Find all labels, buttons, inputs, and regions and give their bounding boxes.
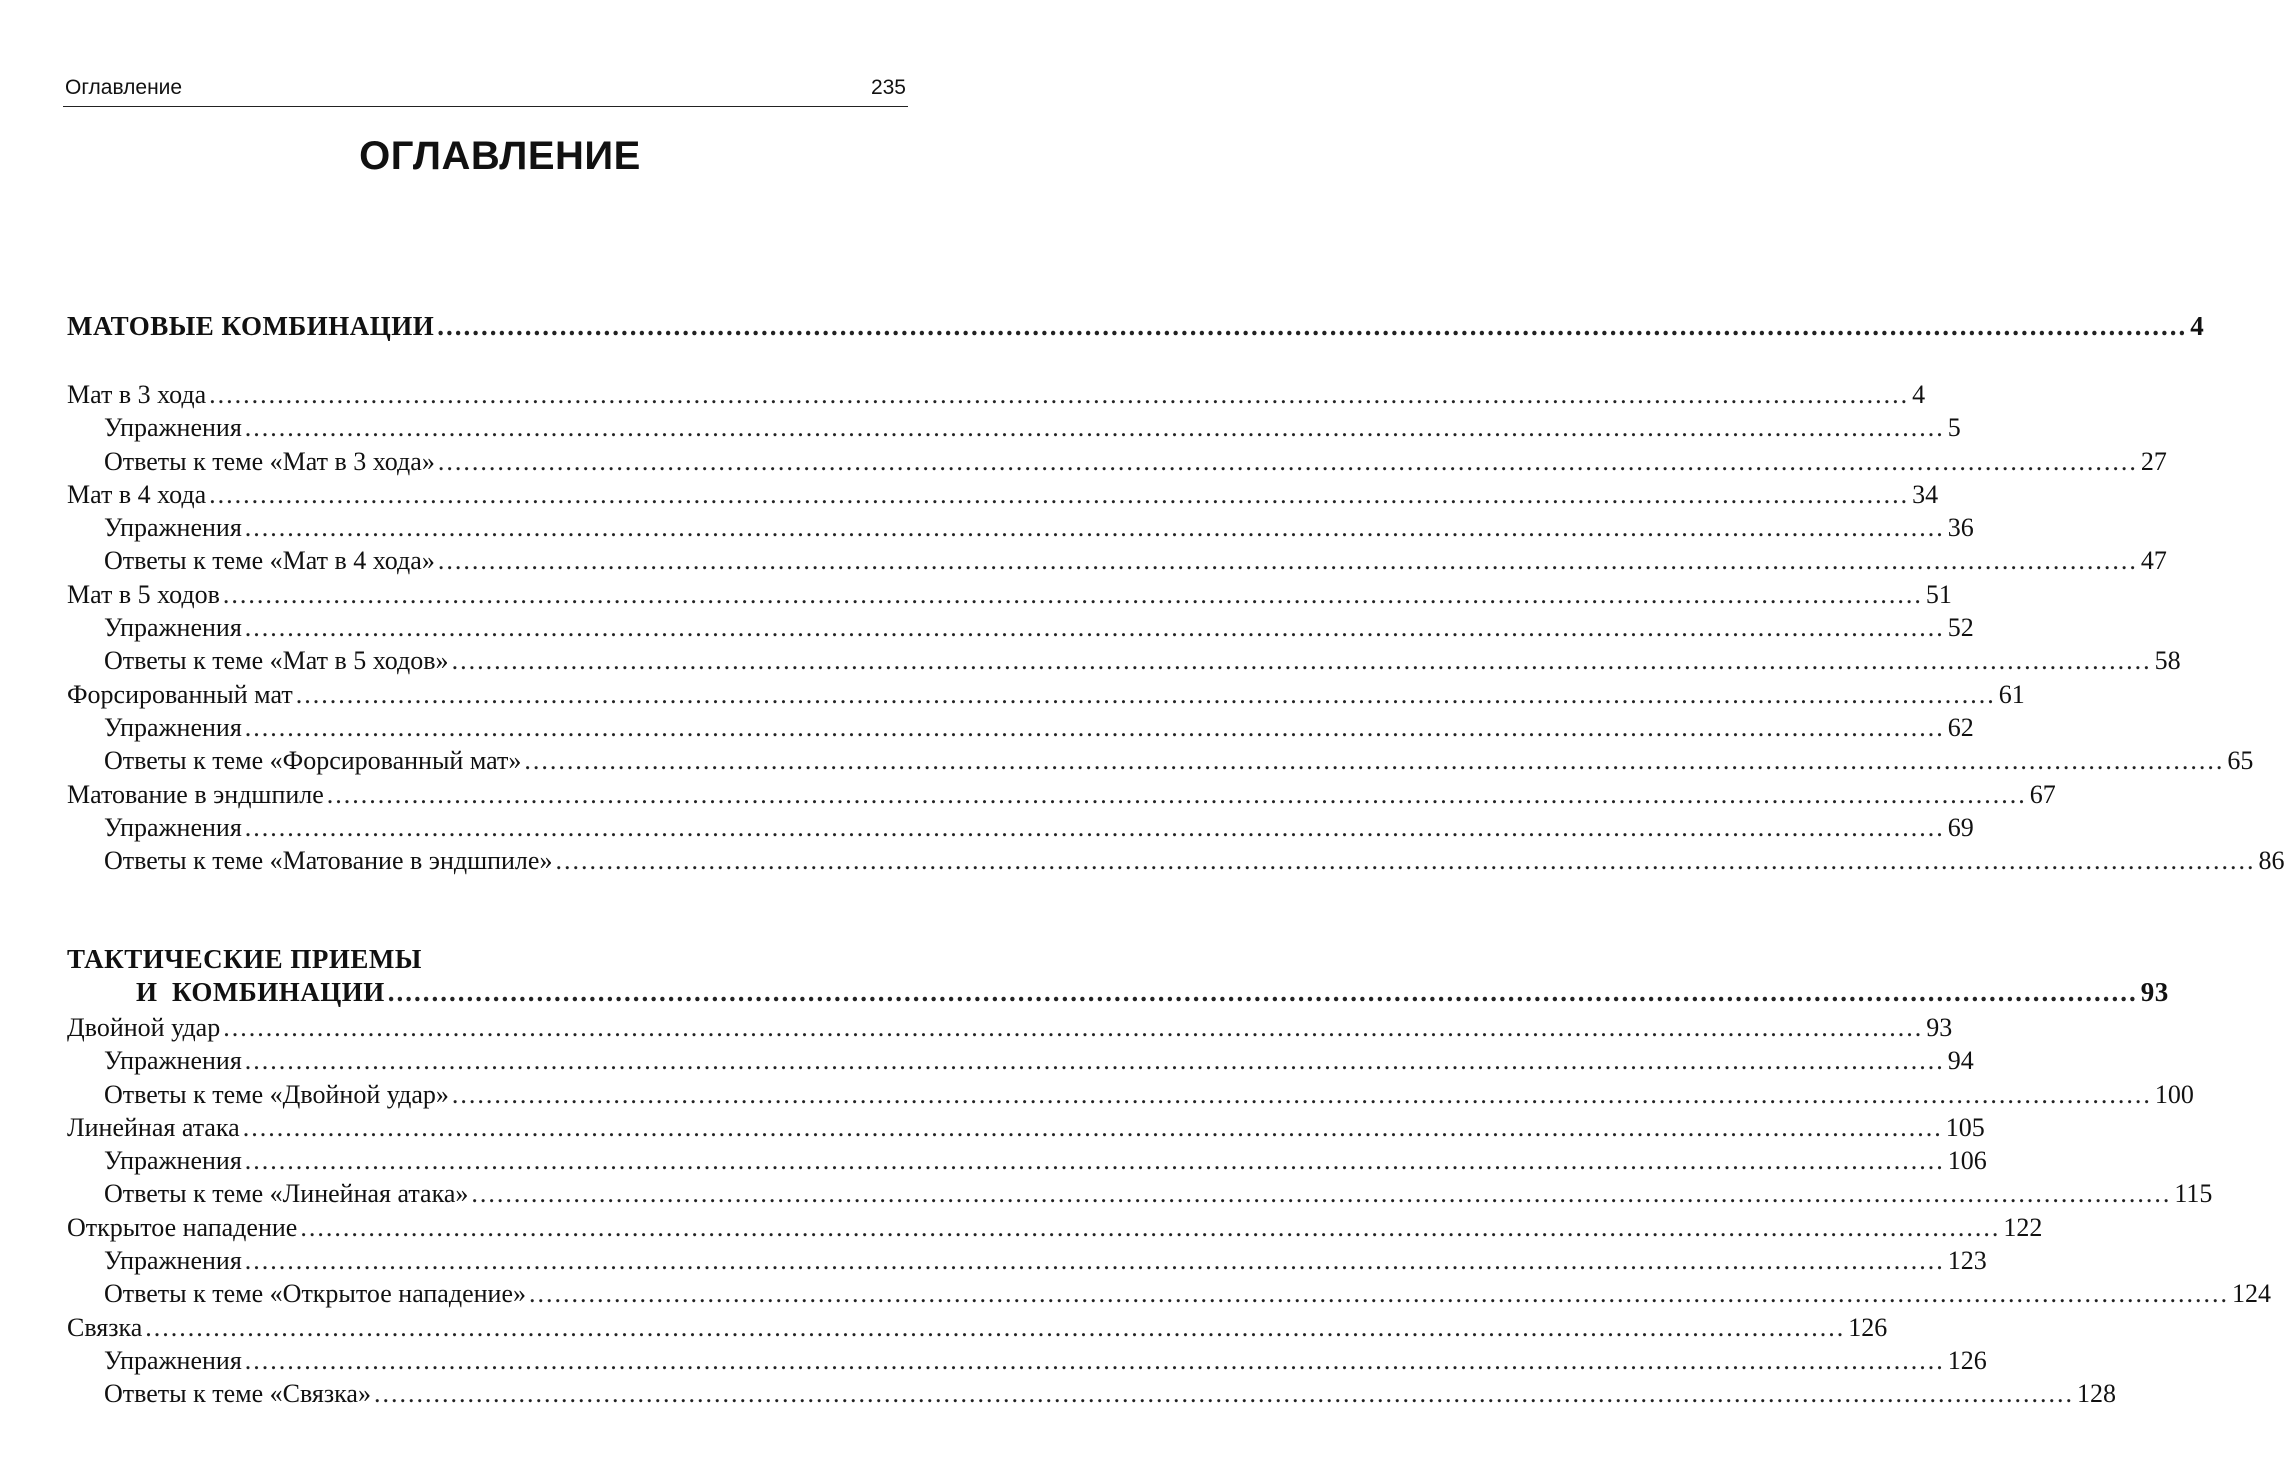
dot-leader: ........................................................................................................................................................................................................ (222, 579, 1923, 609)
toc-entry-page: 52 (1947, 613, 1974, 643)
toc-entry-page: 61 (1998, 679, 2025, 709)
toc-entry-page: 124 (2231, 1279, 2271, 1309)
toc-entry-label: Ответы к теме «Открытое нападение» (104, 1279, 526, 1309)
toc-entry[interactable] (67, 1377, 2116, 1410)
dot-leader: ........................................................................................................................................................................................................ (451, 1079, 2152, 1109)
running-head-page-number: 235 (870, 76, 906, 99)
dot-leader: ........................................................................................................................................................................................................ (326, 779, 2027, 809)
toc-entry[interactable] (67, 1144, 1987, 1177)
toc-entry-page: 106 (1947, 1146, 1987, 1176)
dot-leader: ........................................................................................................................................................................................................ (244, 812, 1945, 842)
toc-entry-page: 4 (1912, 380, 1926, 409)
dot-leader: ........................................................................................................................................................................................................ (244, 712, 1945, 742)
dot-leader: ........................................................................................................................................................................................................ (209, 380, 1910, 409)
page-title: ОГЛАВЛЕНИЕ (359, 134, 641, 178)
toc-entry-label: Ответы к теме «Матование в эндшпиле» (104, 846, 553, 876)
toc-entry-page: 34 (1912, 479, 1939, 509)
dot-leader: ........................................................................................................................................................................................................ (209, 479, 1910, 509)
toc-entry-label: Упражнения (104, 1146, 242, 1176)
toc-entry[interactable] (67, 1311, 1888, 1344)
dot-leader: ........................................................................................................................................................................................................ (437, 311, 2188, 341)
toc-entry[interactable] (67, 1244, 1987, 1277)
toc-entry[interactable] (67, 611, 1974, 644)
toc-entry-page: 93 (1926, 1013, 1953, 1042)
dot-leader: ........................................................................................................................................................................................................ (555, 846, 2256, 876)
toc-entry[interactable] (67, 511, 1974, 544)
dot-leader: ........................................................................................................................................................................................................ (437, 546, 2138, 576)
toc-entry-label: Упражнения (104, 613, 242, 643)
toc-entry-label: Мат в 3 хода (67, 380, 207, 409)
toc-entry-label: Упражнения (104, 513, 242, 543)
toc-entry-page: 5 (1947, 413, 1961, 443)
toc-heading-page: 4 (2190, 311, 2205, 341)
toc-entry-page: 58 (2154, 646, 2181, 676)
dot-leader: ........................................................................................................................................................................................................ (244, 413, 1945, 443)
toc-entry[interactable] (67, 711, 1974, 744)
toc-entry-label: Матование в эндшпиле (67, 779, 324, 809)
toc-section-heading[interactable] (67, 976, 2169, 1009)
dot-leader: ........................................................................................................................................................................................................ (244, 1345, 1945, 1375)
toc-entry[interactable] (67, 1078, 2194, 1111)
toc-entry-page: 94 (1947, 1046, 1974, 1076)
dot-leader: ........................................................................................................................................................................................................ (295, 679, 1996, 709)
toc-section-tactics (67, 943, 2169, 1010)
toc-entry[interactable] (67, 778, 2056, 811)
running-head (63, 74, 908, 107)
dot-leader: ........................................................................................................................................................................................................ (244, 1246, 1945, 1276)
toc-entry[interactable] (67, 445, 2167, 478)
toc-entry-page: 27 (2140, 446, 2167, 476)
toc-entry[interactable] (67, 1177, 2213, 1210)
toc-heading-label: И КОМБИНАЦИИ (136, 977, 385, 1008)
dot-leader: ........................................................................................................................................................................................................ (244, 1146, 1945, 1176)
toc-entry-page: 86 (2258, 846, 2284, 876)
toc-entry[interactable] (67, 678, 2025, 711)
toc-entry[interactable] (67, 844, 2284, 877)
toc-entry-label: Ответы к теме «Мат в 3 хода» (104, 446, 435, 476)
toc-entries-section1 (67, 378, 2284, 877)
toc-entry-label: Ответы к теме «Форсированный мат» (104, 746, 522, 776)
toc-entry-page: 126 (1848, 1312, 1888, 1342)
toc-entry[interactable] (67, 644, 2181, 677)
dot-leader: ........................................................................................................................................................................................................ (451, 646, 2152, 676)
toc-entry-label: Упражнения (104, 1246, 242, 1276)
toc-entry-label: Ответы к теме «Двойной удар» (104, 1079, 449, 1109)
toc-entry-label: Упражнения (104, 1046, 242, 1076)
dot-leader: ........................................................................................................................................................................................................ (528, 1279, 2229, 1309)
toc-entry[interactable] (67, 578, 1952, 611)
toc-entry-label: Мат в 4 хода (67, 479, 207, 509)
toc-entry-label: Двойной удар (67, 1013, 221, 1042)
dot-leader: ........................................................................................................................................................................................................ (373, 1379, 2074, 1409)
toc-entry[interactable] (67, 411, 1961, 444)
toc-entry-label: Упражнения (104, 413, 242, 443)
dot-leader: ........................................................................................................................................................................................................ (244, 1046, 1945, 1076)
toc-entry[interactable] (67, 1011, 1953, 1044)
toc-entry-label: Упражнения (104, 812, 242, 842)
toc-section-heading[interactable] (67, 310, 2205, 343)
toc-entry[interactable] (67, 744, 2254, 777)
toc-entry-label: Ответы к теме «Мат в 4 хода» (104, 546, 435, 576)
toc-entry[interactable] (67, 1344, 1987, 1377)
dot-leader: ........................................................................................................................................................................................................ (524, 746, 2225, 776)
dot-leader: ........................................................................................................................................................................................................ (223, 1013, 1924, 1042)
dot-leader: ........................................................................................................................................................................................................ (244, 513, 1945, 543)
toc-entry-label: Связка (67, 1312, 143, 1342)
toc-entry-page: 51 (1925, 579, 1952, 609)
toc-entry-label: Ответы к теме «Связка» (104, 1379, 371, 1409)
toc-entry[interactable] (67, 544, 2167, 577)
toc-entry-page: 62 (1947, 712, 1974, 742)
toc-entry[interactable] (67, 1277, 2271, 1310)
toc-entry-label: Упражнения (104, 1345, 242, 1375)
toc-entry[interactable] (67, 1044, 1974, 1077)
dot-leader: ........................................................................................................................................................................................................ (387, 977, 2138, 1008)
dot-leader: ........................................................................................................................................................................................................ (300, 1212, 2001, 1242)
toc-entry[interactable] (67, 811, 1974, 844)
toc-entry-page: 36 (1947, 513, 1974, 543)
toc-entry-label: Ответы к теме «Мат в 5 ходов» (104, 646, 449, 676)
toc-entry-page: 47 (2140, 546, 2167, 576)
dot-leader: ........................................................................................................................................................................................................ (145, 1312, 1846, 1342)
toc-entry[interactable] (67, 378, 1926, 411)
toc-entry-page: 115 (2174, 1179, 2213, 1209)
toc-entry-label: Открытое нападение (67, 1212, 298, 1242)
toc-entry[interactable] (67, 1111, 1985, 1144)
toc-entry[interactable] (67, 478, 1939, 511)
toc-heading-page: 93 (2140, 977, 2169, 1008)
toc-entry-label: Линейная атака (67, 1112, 240, 1142)
toc-heading-label: МАТОВЫЕ КОМБИНАЦИИ (67, 311, 435, 341)
toc-entry-page: 128 (2076, 1379, 2116, 1409)
toc-entry-page: 123 (1947, 1246, 1987, 1276)
running-head-title: Оглавление (65, 76, 183, 99)
toc-section-heading-line1: ТАКТИЧЕСКИЕ ПРИЕМЫ (67, 944, 422, 974)
dot-leader: ........................................................................................................................................................................................................ (242, 1112, 1943, 1142)
toc-entry[interactable] (67, 1211, 2043, 1244)
toc-entry-page: 65 (2227, 746, 2254, 776)
toc-entry-label: Форсированный мат (67, 679, 293, 709)
toc-entry-page: 126 (1947, 1345, 1987, 1375)
toc-entry-page: 105 (1945, 1112, 1985, 1142)
toc-entry-page: 100 (2154, 1079, 2194, 1109)
dot-leader: ........................................................................................................................................................................................................ (244, 613, 1945, 643)
toc-entry-label: Упражнения (104, 712, 242, 742)
toc-entry-page: 69 (1947, 812, 1974, 842)
toc-entry-page: 67 (2029, 779, 2056, 809)
toc-entry-label: Мат в 5 ходов (67, 579, 220, 609)
toc-entry-page: 122 (2003, 1212, 2043, 1242)
toc-section-mating-combinations (67, 310, 2205, 343)
dot-leader: ........................................................................................................................................................................................................ (437, 446, 2138, 476)
toc-entry-label: Ответы к теме «Линейная атака» (104, 1179, 469, 1209)
dot-leader: ........................................................................................................................................................................................................ (471, 1179, 2172, 1209)
toc-entries-section2 (67, 1011, 2271, 1411)
